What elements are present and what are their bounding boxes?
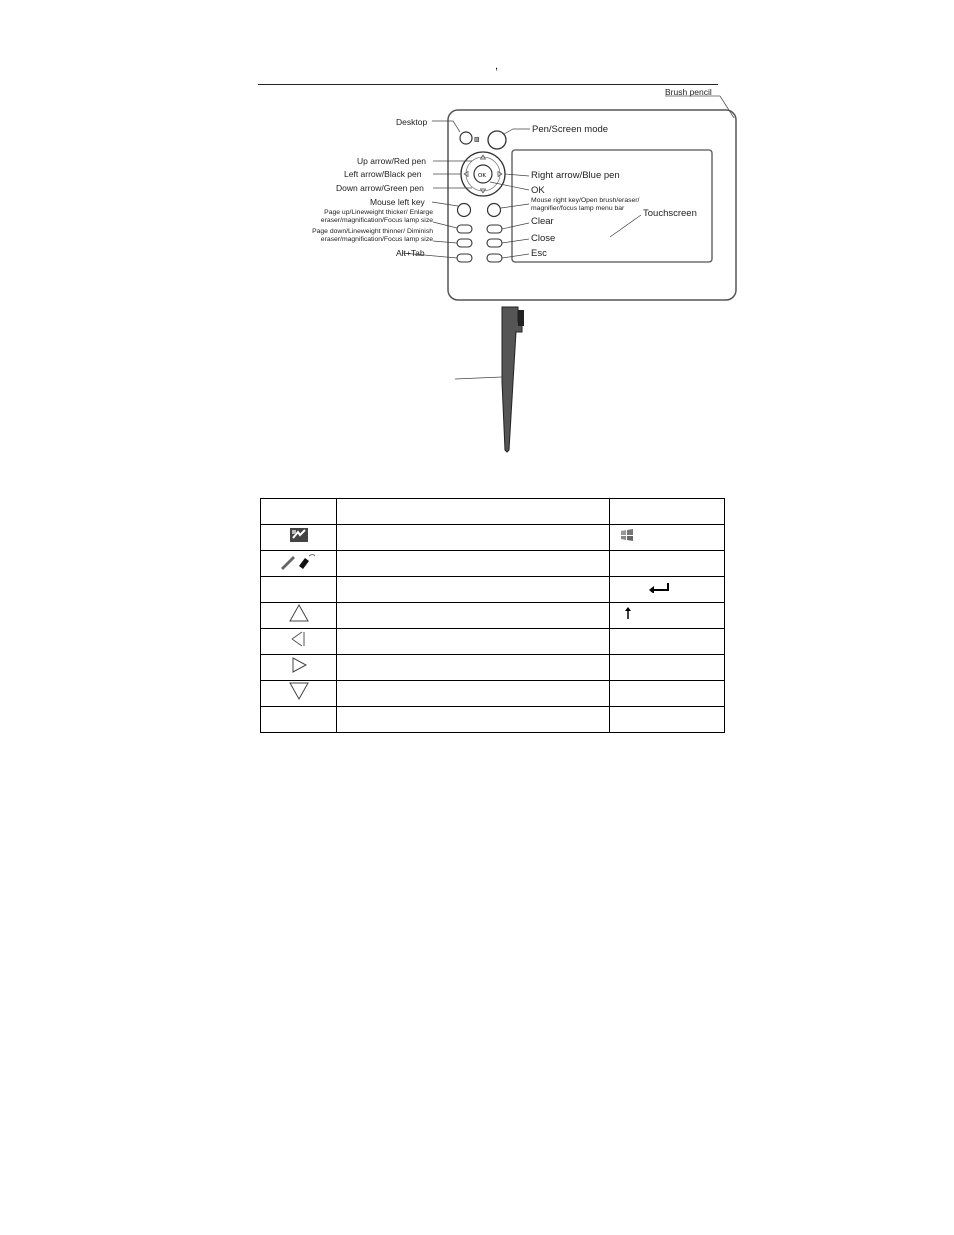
key-cell [610,551,725,577]
function-cell [337,499,610,525]
icon-cell [261,603,337,629]
up-triangle-icon [289,604,309,627]
ok-button-text: OK [478,173,486,179]
up-arrow-icon [624,606,632,624]
function-cell [337,603,610,629]
label-up-arrow: Up arrow/Red pen [357,156,426,166]
key-cell [610,525,725,551]
close-button [487,239,502,247]
clear-button [487,225,502,233]
header-mark: , [495,60,499,72]
key-cell [610,707,725,733]
svg-text:▨: ▨ [474,136,480,143]
key-function-table [260,498,725,733]
key-cell [610,629,725,655]
function-cell [337,707,610,733]
esc-button [487,254,502,262]
key-cell [610,499,725,525]
label-esc: Esc [531,248,547,259]
label-page-down: Page down/Lineweight thinner/ Diminish eraser/magnification/Focus lamp size [312,228,433,243]
function-cell [337,629,610,655]
function-cell [337,551,610,577]
icon-cell [261,551,337,577]
table-row [261,551,725,577]
icon-cell [261,499,337,525]
table-row [261,603,725,629]
label-mouse-right: Mouse right key/Open brush/eraser/ magnifier/focus lamp menu bar [531,197,640,212]
function-cell [337,655,610,681]
alt-tab-button [457,254,472,262]
icon-cell [261,707,337,733]
table-row [261,681,725,707]
function-cell [337,577,610,603]
pen-screen-button [488,131,506,149]
pen-mode-icon [279,552,319,575]
page-up-button [457,225,472,233]
windows-logo-icon [620,528,634,546]
enter-arrow-icon [648,580,670,598]
left-triangle-icon [290,630,308,653]
table-row [261,655,725,681]
key-cell [610,577,725,603]
icon-cell [261,525,337,551]
icon-cell [261,629,337,655]
label-ok: OK [531,185,545,196]
label-touchscreen: Touchscreen [643,208,697,219]
right-triangle-icon [290,656,308,679]
label-mouse-left: Mouse left key [370,197,425,207]
icon-cell [261,681,337,707]
table-row [261,577,725,603]
label-left-arrow: Left arrow/Black pen [344,169,422,179]
label-close: Close [531,233,556,244]
label-desktop: Desktop [396,117,428,127]
stylus-body [502,307,522,452]
table-row [261,499,725,525]
key-cell [610,655,725,681]
key-cell [610,681,725,707]
desktop-icon [289,527,309,548]
tablet-drawing [250,82,750,462]
label-alt-tab: Alt+Tab [396,248,425,258]
table-row [261,629,725,655]
function-cell [337,681,610,707]
down-triangle-icon [289,682,309,705]
key-cell [610,603,725,629]
label-pen-screen-mode: Pen/Screen mode [532,124,609,135]
icon-cell [261,655,337,681]
table-row [261,525,725,551]
label-page-up: Page up/Lineweight thicker/ Enlarge eraser/magnification/Focus lamp size [320,209,433,224]
label-brush-pencil: Brush pencil [665,87,712,97]
tablet-diagram [250,82,750,462]
desktop-button [460,132,472,144]
label-right-arrow: Right arrow/Blue pen [531,170,620,181]
page-down-button [457,239,472,247]
mouse-right-button [488,204,501,217]
label-clear: Clear [531,216,554,227]
label-down-arrow: Down arrow/Green pen [336,183,424,193]
icon-cell [261,577,337,603]
function-cell [337,525,610,551]
mouse-left-button [458,204,471,217]
table-row [261,707,725,733]
